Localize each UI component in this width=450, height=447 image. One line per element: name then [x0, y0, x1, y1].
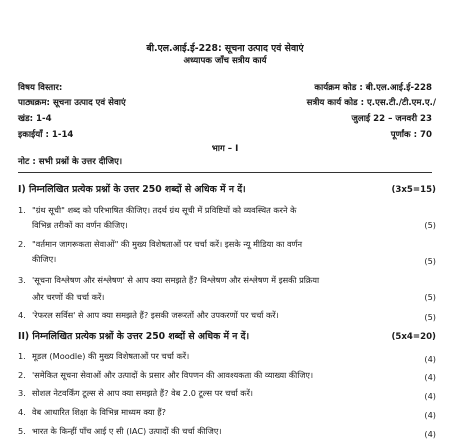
question-marks: (4)	[424, 354, 436, 364]
assignment-code: सत्रीय कार्य कोड : ए.एस.टी./टी.एम.ए./	[306, 98, 436, 108]
question-number: 1.	[18, 205, 26, 215]
question-text: "ग्रंथ सूची" शब्द को परिभाषित कीजिए। तदर्थ ग्रंथ सूची में प्रविष्टियों को व्यवस्थित करने के	[32, 205, 297, 215]
question-number: 1.	[18, 351, 26, 361]
document-title: बी.एल.आई.ई-228: सूचना उत्पाद एवं सेवाएं	[146, 43, 304, 54]
question-text: वेब आधारित शिक्षा के विभिन्न माध्यम क्या हैं?	[32, 407, 166, 417]
question-number: 3.	[18, 388, 26, 398]
course-label: पाठ्यक्रम: सूचना उत्पाद एवं सेवाएं	[18, 98, 126, 108]
session-period: जुलाई 22 – जनवरी 23	[351, 114, 432, 124]
section-2-marks: (5x4=20)	[391, 332, 436, 342]
question-marks: (5)	[424, 312, 436, 322]
question-text: सोशल नेटवर्किंग टूल्स से आप क्या समझते हैं? वेब 2.0 टूल्स पर चर्चा करें।	[32, 388, 254, 398]
document-subtitle: अध्यापक जाँच सत्रीय कार्य	[183, 56, 267, 66]
question-text: मूडल (Moodle) की मुख्य विशेषताओं पर चर्चा करें।	[32, 351, 190, 361]
divider-rule	[18, 172, 432, 173]
section-1-marks: (3x5=15)	[391, 185, 436, 195]
question-marks: (5)	[424, 256, 436, 266]
subject-label: विषय विस्तार:	[18, 83, 63, 93]
max-marks: पूर्णांक : 70	[390, 130, 432, 140]
question-number: 4.	[18, 407, 26, 417]
section-2-heading: II) निम्नलिखित प्रत्येक प्रश्नों के उत्तर 250 शब्दों से अधिक में न दें।	[18, 331, 250, 342]
question-text-cont: विभिन्न तरीकों का वर्णन कीजिए।	[32, 220, 128, 230]
question-number: 2.	[18, 370, 26, 380]
question-text: भारत के किन्हीं पाँच आई ए सी (IAC) उत्पादों की चर्चा कीजिए।	[32, 426, 222, 436]
programme-code: कार्यक्रम कोड : बी.एल.आई.ई-228	[314, 83, 432, 93]
question-number: 2.	[18, 239, 26, 249]
question-marks: (5)	[424, 292, 436, 302]
question-marks: (4)	[424, 372, 436, 382]
question-text-cont: कीजिए।	[32, 254, 57, 264]
question-number: 4.	[18, 310, 26, 320]
question-text: 'रेफरल सर्विस' से आप क्या समझते हैं? इसकी जरूरतों और उपकरणों पर चर्चा करें।	[32, 310, 279, 320]
question-marks: (4)	[424, 429, 436, 439]
block-label: खंड: 1-4	[18, 114, 52, 124]
question-marks: (4)	[424, 391, 436, 401]
question-marks: (5)	[424, 220, 436, 230]
instruction-note: नोट : सभी प्रश्नों के उत्तर दीजिए।	[18, 157, 123, 167]
units-label: इकाईयाँ : 1-14	[18, 130, 74, 140]
question-text-cont: और चरणों की चर्चा करें।	[32, 292, 105, 302]
question-text: "वर्तमान जागरूकता सेवाओं" की मुख्य विशेषताओं पर चर्चा करें। इसके न्यू मीडिया का वर्णन	[32, 239, 303, 249]
part-heading: भाग – I	[211, 144, 239, 154]
question-marks: (4)	[424, 410, 436, 420]
question-text: 'सूचना विश्लेषण और संश्लेषण' से आप क्या समझते हैं? विश्लेषण और संश्लेषण में इसकी प्रक्रिया	[32, 275, 320, 285]
question-number: 5.	[18, 426, 26, 436]
question-text: 'समेकित सूचना सेवाओं और उत्पादों के प्रसार और विपणन की आवश्यकता की व्याख्या कीजिए।	[32, 370, 314, 380]
section-1-heading: I) निम्नलिखित प्रत्येक प्रश्नों के उत्तर 250 शब्दों से अधिक में न दें।	[18, 184, 246, 195]
question-number: 3.	[18, 275, 26, 285]
